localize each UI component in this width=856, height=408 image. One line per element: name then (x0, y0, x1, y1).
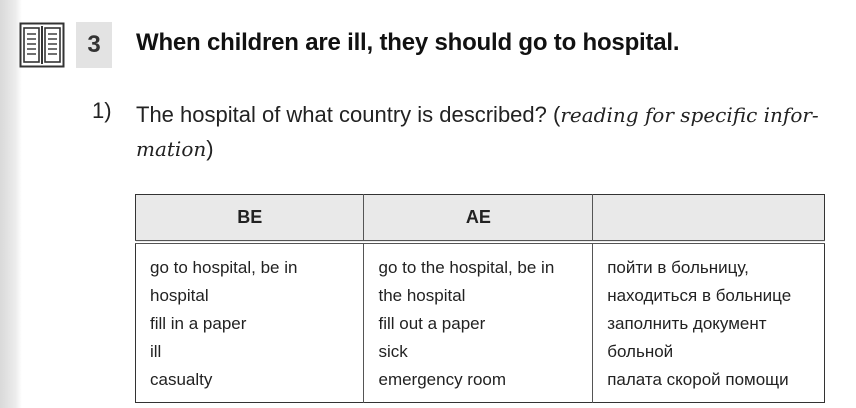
table-cell: sick (378, 342, 408, 361)
table-cell: заполнить документ (607, 314, 767, 333)
table-cell: пойти в больницу, (607, 258, 749, 277)
task-number: 1) (92, 98, 112, 123)
table-cell: палата скорой помощи (607, 370, 789, 389)
task-closing: ) (206, 136, 214, 161)
table-header-row (136, 195, 825, 243)
table-cell: go to the hospital, be in (378, 258, 555, 277)
column-russian (593, 242, 825, 403)
table-cell: fill out a paper (378, 314, 486, 333)
exercise-title: When children are ill, they should go to hospital. (136, 29, 680, 56)
exercise-number-box (76, 22, 112, 68)
header-be: BE (136, 195, 364, 243)
vocabulary-table (135, 194, 825, 403)
column-be (136, 242, 364, 403)
table-cell: больной (607, 342, 674, 361)
table-cell: go to hospital, be in (150, 258, 298, 277)
exercise-number: 3 (87, 31, 101, 58)
table-cell: ill (150, 342, 162, 361)
table-cell: fill in a paper (150, 314, 247, 333)
task-hint-line1: reading for specific infor- (560, 103, 819, 127)
table-row (136, 242, 825, 403)
table-cell: emergency room (378, 370, 507, 389)
table-cell: casualty (150, 370, 213, 389)
book-icon (19, 22, 65, 68)
table-cell: находиться в больнице (607, 286, 792, 305)
table-cell: the hospital (378, 286, 466, 305)
column-ae (364, 242, 593, 403)
task-question-text: The hospital of what country is described? ( (136, 102, 561, 127)
task-question (136, 98, 836, 166)
task-hint-line2: mation (136, 137, 207, 161)
header-russian (593, 195, 825, 243)
header-ae: AE (364, 195, 593, 243)
table-cell: hospital (150, 286, 209, 305)
